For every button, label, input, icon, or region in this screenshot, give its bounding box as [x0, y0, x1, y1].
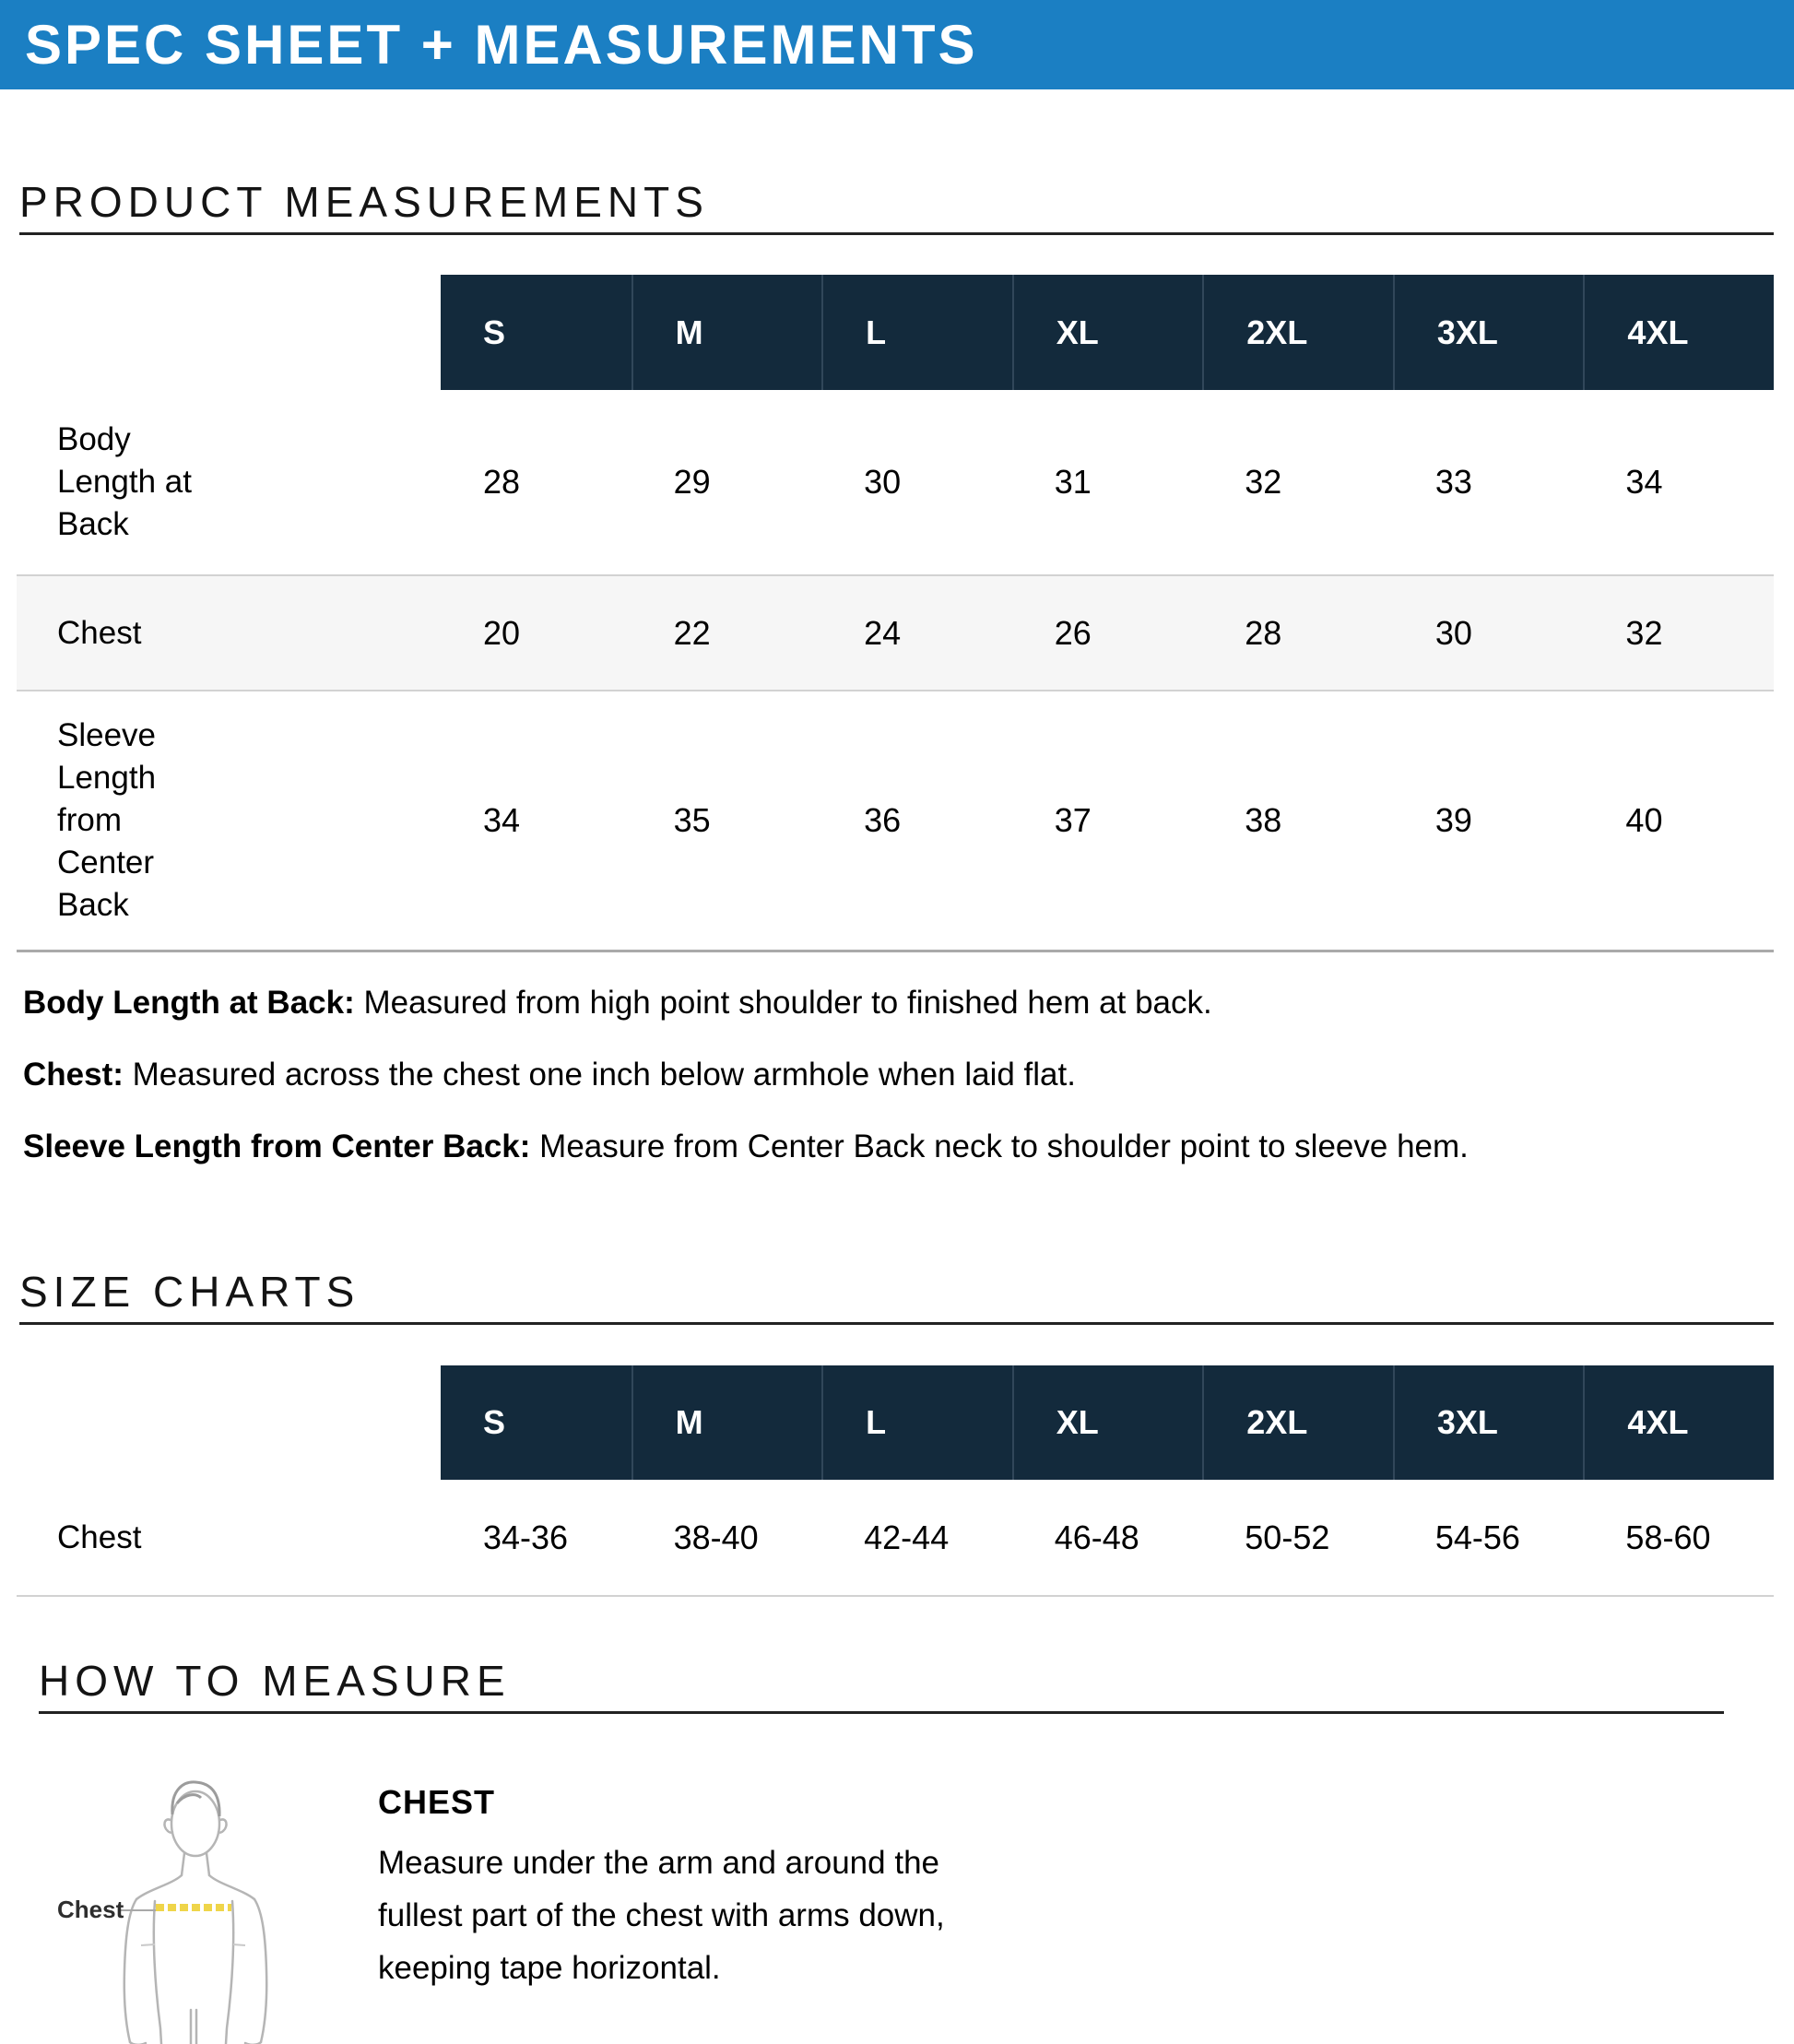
row-label-body-length: Body Length at Back	[17, 390, 441, 576]
size-header-2xl: 2XL	[1202, 275, 1393, 390]
size-header-m: M	[631, 275, 822, 390]
table-cell: 30	[1393, 576, 1584, 691]
table-cell: 38	[1202, 691, 1393, 952]
definition-term: Sleeve Length from Center Back:	[23, 1128, 531, 1164]
size-header-3xl: 3XL	[1393, 275, 1584, 390]
size-header-2xl: 2XL	[1202, 1365, 1393, 1480]
body-measure-diagram	[37, 1754, 369, 2044]
definition-chest	[23, 1055, 1076, 1095]
table-cell: 42-44	[821, 1480, 1012, 1597]
table-cell: 37	[1012, 691, 1203, 952]
table-cell: 31	[1012, 390, 1203, 576]
row-label-chest: Chest	[17, 576, 441, 691]
table-cell: 32	[1583, 576, 1774, 691]
table-cell: 28	[441, 390, 631, 576]
definition-text: Measured from high point shoulder to finished hem at back.	[354, 985, 1212, 1021]
table-cell: 34	[441, 691, 631, 952]
body-outline	[124, 1791, 267, 2044]
size-header-4xl: 4XL	[1583, 275, 1774, 390]
definition-term: Body Length at Back:	[23, 985, 355, 1021]
size-header-xl: XL	[1012, 275, 1203, 390]
size-header-s: S	[441, 275, 631, 390]
table-corner-cell	[17, 275, 441, 390]
size-header-m: M	[631, 1365, 822, 1480]
table-cell: 39	[1393, 691, 1584, 952]
chest-instruction-heading: CHEST	[378, 1783, 496, 1821]
table-cell: 33	[1393, 390, 1584, 576]
table-cell: 36	[821, 691, 1012, 952]
definition-term: Chest:	[23, 1057, 124, 1093]
figure-chest-label: Chest	[57, 1896, 124, 1923]
table-cell: 54-56	[1393, 1480, 1584, 1597]
size-header-3xl: 3XL	[1393, 1365, 1584, 1480]
table-cell: 34-36	[441, 1480, 631, 1597]
size-header-4xl: 4XL	[1583, 1365, 1774, 1480]
product-measurements-heading: PRODUCT MEASUREMENTS	[19, 181, 1774, 235]
size-header-s: S	[441, 1365, 631, 1480]
size-header-l: L	[821, 1365, 1012, 1480]
size-header-xl: XL	[1012, 1365, 1203, 1480]
table-cell: 22	[631, 576, 822, 691]
chest-instruction-text: Measure under the arm and around the fullest part of the chest with arms down, keeping tape horizontal.	[378, 1845, 945, 1986]
page-title: SPEC SHEET + MEASUREMENTS	[25, 14, 978, 76]
table-cell: 30	[821, 390, 1012, 576]
product-measurements-table	[17, 275, 1774, 952]
table-cell: 28	[1202, 576, 1393, 691]
table-cell: 38-40	[631, 1480, 822, 1597]
table-cell: 35	[631, 691, 822, 952]
table-cell: 26	[1012, 576, 1203, 691]
table-cell: 46-48	[1012, 1480, 1203, 1597]
definition-text: Measured across the chest one inch below armhole when laid flat.	[123, 1057, 1076, 1093]
table-cell: 24	[821, 576, 1012, 691]
table-cell: 58-60	[1583, 1480, 1774, 1597]
row-label-chest-range: Chest	[17, 1480, 441, 1597]
table-cell: 32	[1202, 390, 1393, 576]
size-charts-heading: SIZE CHARTS	[19, 1270, 1774, 1325]
banner	[0, 0, 1794, 89]
table-cell: 34	[1583, 390, 1774, 576]
table-cell: 29	[631, 390, 822, 576]
waist-guide-marks	[141, 1944, 245, 1945]
table-corner-cell	[17, 1365, 441, 1480]
definition-body-length	[23, 983, 1212, 1023]
size-header-l: L	[821, 275, 1012, 390]
table-cell: 40	[1583, 691, 1774, 952]
definition-text: Measure from Center Back neck to shoulder point to sleeve hem.	[530, 1128, 1469, 1164]
table-cell: 20	[441, 576, 631, 691]
definition-sleeve-length	[23, 1127, 1469, 1167]
how-to-measure-heading: HOW TO MEASURE	[39, 1660, 1724, 1714]
table-cell: 50-52	[1202, 1480, 1393, 1597]
size-chart-table	[17, 1365, 1774, 1597]
row-label-sleeve-length: Sleeve Length from Center Back	[17, 691, 441, 952]
